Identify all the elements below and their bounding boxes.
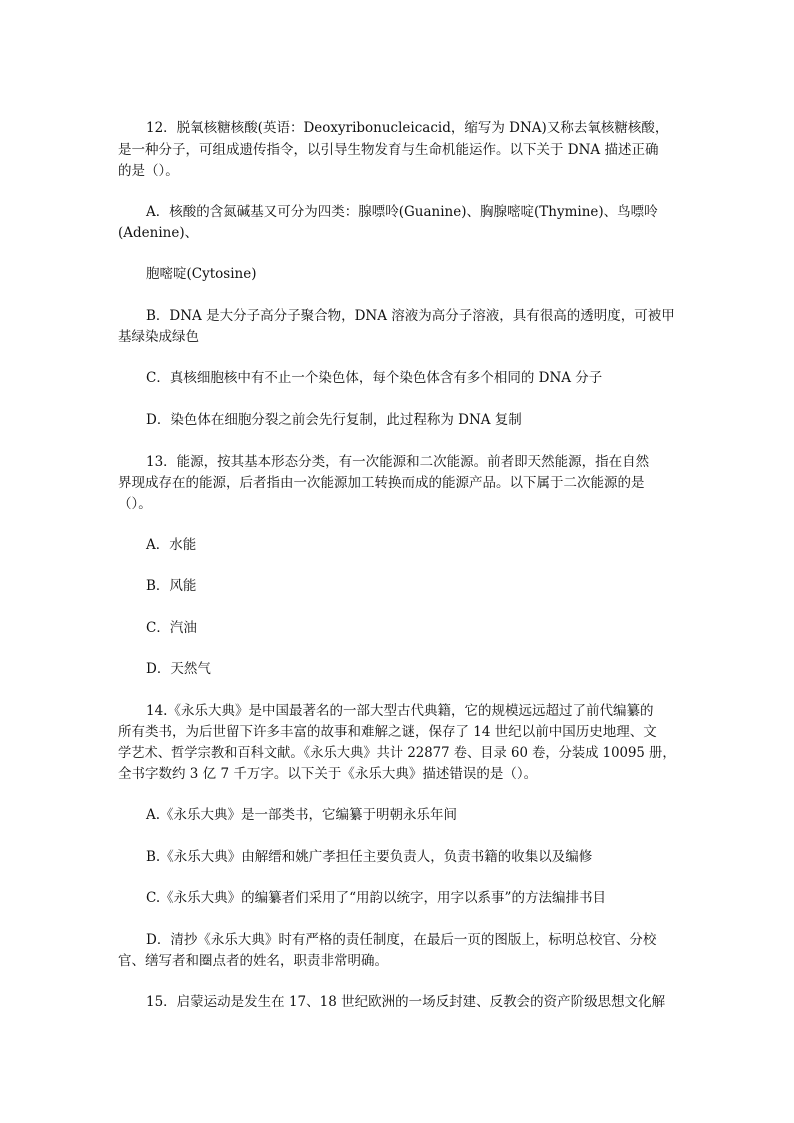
q13-option-a: A．水能 [146,537,197,553]
q13-stem-line-2: 界现成存在的能源，后者指由一次能源加工转换而成的能源产品。以下属于二次能源的是 [118,475,645,491]
q14-option-d-line-1: D．清抄《永乐大典》时有严格的责任制度，在最后一页的图版上，标明总校官、分校 [146,932,657,948]
q12-stem-line-2: 是一种分子，可组成遗传指令，以引导生物发育与生命机能运作。以下关于 DNA 描述正确 [118,142,659,158]
q12-stem-line-3: 的是（）。 [118,163,179,179]
q12-option-a-line-2: (Adenine)、 [118,225,199,241]
q13-stem-line-3: （）。 [118,496,152,512]
q14-option-d-line-2: 官、缮写者和圈点者的姓名，职责非常明确。 [118,953,388,969]
q14-stem-line-3: 学艺术、哲学宗教和百科文献。《永乐大典》共计 22877 卷、目录 60 卷，分装成 10095 册， [118,745,676,761]
q12-stem-line-1: 12．脱氧核糖核酸(英语：Deoxyribonucleicacid，缩写为 DNA)又称去氧核糖核酸， [146,120,669,136]
q12-option-b-line-2: 基绿染成绿色 [118,329,199,345]
q14-stem-line-1: 14.《永乐大典》是中国最著名的一部大型古代典籍，它的规模远远超过了前代编纂的 [146,703,654,719]
q13-option-d: D．天然气 [146,661,211,677]
q12-option-d: D．染色体在细胞分裂之前会先行复制，此过程称为 DNA 复制 [146,412,522,428]
q12-option-c: C．真核细胞核中有不止一个染色体，每个染色体含有多个相同的 DNA 分子 [146,370,603,386]
q14-stem-line-4: 全书字数约 3 亿 7 千万字。以下关于《永乐大典》描述错误的是（）。 [118,766,538,782]
q14-option-a: A.《永乐大典》是一部类书，它编纂于明朝永乐年间 [146,807,458,823]
q12-option-a-line-3: 胞嘧啶(Cytosine) [146,266,257,282]
q13-stem-line-1: 13．能源，按其基本形态分类，有一次能源和二次能源。前者即天然能源，指在自然 [146,454,650,470]
q15-stem-line-1: 15．启蒙运动是发生在 17、18 世纪欧洲的一场反封建、反教会的资产阶级思想文化解 [146,994,666,1010]
q12-option-a-line-1: A．核酸的含氮碱基又可分为四类：腺嘌呤(Guanine)、胸腺嘧啶(Thymine)、鸟嘌呤 [146,204,658,220]
q14-stem-line-2: 所有类书，为后世留下许多丰富的故事和难解之谜，保存了 14 世纪以前中国历史地理、文 [118,724,657,740]
q13-option-c: C．汽油 [146,620,197,636]
q12-option-b-line-1: B．DNA 是大分子高分子聚合物，DNA 溶液为高分子溶液，具有很高的透明度，可被甲 [146,308,675,324]
q14-option-c: C.《永乐大典》的编纂者们采用了“用韵以统字，用字以系事”的方法编排书目 [146,890,606,906]
q14-option-b: B.《永乐大典》由解缙和姚广孝担任主要负责人，负责书籍的收集以及编修 [146,849,593,865]
q13-option-b: B．风能 [146,578,197,594]
